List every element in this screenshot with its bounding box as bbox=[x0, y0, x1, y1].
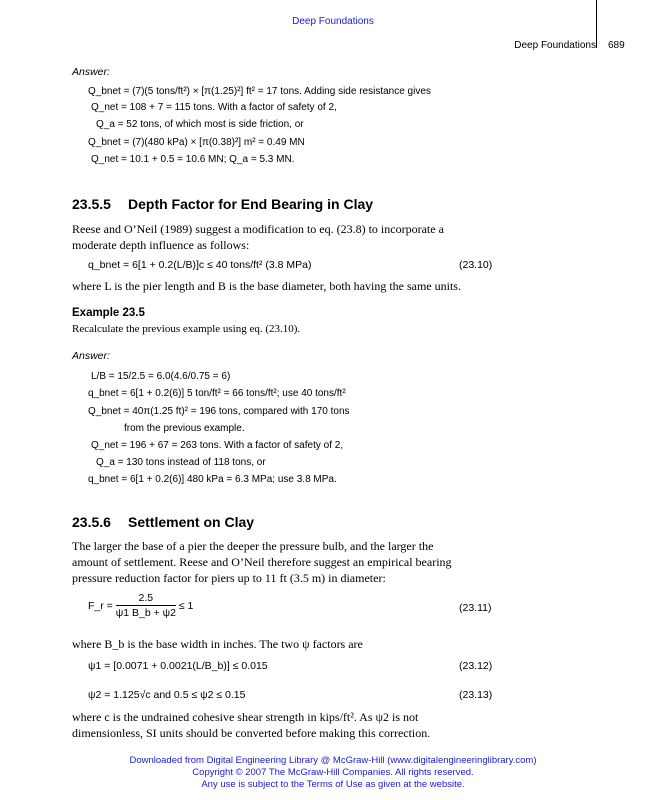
paragraph-line: moderate depth influence as follows: bbox=[72, 238, 250, 252]
equation-line: q_bnet = 6[1 + 0.2(6)] 480 kPa = 6.3 MPa; use 3.8 MPa. bbox=[88, 474, 337, 485]
section-number: 23.5.5 bbox=[72, 196, 111, 212]
equation-line: Q_bnet = (7)(480 kPa) × [π(0.38)²] m² = 0.49 MN bbox=[88, 137, 305, 148]
top-link[interactable]: Deep Foundations bbox=[292, 16, 374, 27]
paragraph: where B_b is the base width in inches. The two ψ factors are bbox=[72, 637, 363, 651]
footer-link[interactable]: Downloaded from Digital Engineering Library @ McGraw-Hill (www.digitalengineeringlibrary.com) bbox=[129, 755, 537, 766]
equation-number: (23.12) bbox=[459, 660, 493, 672]
equation-23-11 bbox=[88, 592, 193, 619]
fraction bbox=[116, 592, 176, 619]
paragraph-line: pressure reduction factor for piers up to 11 ft (3.5 m) in diameter: bbox=[72, 571, 386, 585]
paragraph-line: Reese and O’Neil (1989) suggest a modification to eq. (23.8) to incorporate a bbox=[72, 222, 444, 236]
paragraph-line: amount of settlement. Reese and O’Neil therefore suggest an empirical bearing bbox=[72, 555, 452, 569]
equation-23-10: q_bnet = 6[1 + 0.2(L/B)]c ≤ 40 tons/ft² (3.8 MPa) bbox=[88, 259, 312, 271]
running-head: Deep Foundations bbox=[514, 40, 596, 51]
paragraph-line: dimensionless, SI units should be converted before making this correction. bbox=[72, 726, 431, 740]
section-title: Depth Factor for End Bearing in Clay bbox=[128, 196, 374, 212]
paragraph bbox=[72, 538, 500, 586]
paragraph bbox=[72, 709, 500, 741]
footer-terms[interactable]: Any use is subject to the Terms of Use as given at the website. bbox=[201, 779, 465, 790]
equation-line: q_bnet = 6[1 + 0.2(6)] 5 ton/ft² = 66 tons/ft²; use 40 tons/ft² bbox=[88, 388, 346, 399]
equation-line: Q_bnet = (7)(5 tons/ft²) × [π(1.25)²] ft² = 17 tons. Adding side resistance gives bbox=[88, 86, 431, 97]
fraction-denominator: ψ1 B_b + ψ2 bbox=[115, 607, 176, 619]
example-text: Recalculate the previous example using eq. (23.10). bbox=[72, 323, 301, 335]
section-heading bbox=[72, 514, 254, 530]
equation-23-12: ψ1 = [0.0071 + 0.0021(L/B_b)] ≤ 0.015 bbox=[88, 660, 268, 672]
equation-line: Q_net = 108 + 7 = 115 tons. With a factor of safety of 2, bbox=[91, 102, 337, 113]
equation-line: Q_net = 10.1 + 0.5 = 10.6 MN; Q_a = 5.3 MN. bbox=[91, 154, 295, 165]
page-number: 689 bbox=[608, 40, 625, 51]
equation-line: Q_a = 52 tons, of which most is side friction, or bbox=[96, 119, 304, 130]
equation-23-13: ψ2 = 1.125√c and 0.5 ≤ ψ2 ≤ 0.15 bbox=[88, 689, 246, 701]
example-title: Example 23.5 bbox=[72, 307, 145, 319]
equation-line: Q_bnet = 40π(1.25 ft)² = 196 tons, compared with 170 tons bbox=[88, 406, 350, 417]
equation-line: Q_net = 196 + 67 = 263 tons. With a factor of safety of 2, bbox=[91, 440, 344, 451]
equation-number: (23.11) bbox=[459, 602, 492, 614]
equation-lhs: F_r = bbox=[88, 599, 113, 612]
fraction-numerator: 2.5 bbox=[116, 592, 176, 606]
section-heading bbox=[72, 196, 373, 212]
section-title: Settlement on Clay bbox=[128, 514, 255, 530]
equation-rhs: ≤ 1 bbox=[178, 599, 194, 612]
answer-label: Answer: bbox=[72, 350, 110, 362]
header-rule bbox=[596, 0, 597, 48]
footer-copyright: Copyright © 2007 The McGraw-Hill Companies. All rights reserved. bbox=[192, 767, 474, 778]
footer bbox=[0, 755, 666, 791]
answer-label: Answer: bbox=[72, 66, 110, 78]
equation-number: (23.10) bbox=[459, 259, 493, 271]
equation-line: Q_a = 130 tons instead of 118 tons, or bbox=[96, 457, 266, 468]
equation-line: L/B = 15/2.5 = 6.0(4.6/0.75 = 6) bbox=[91, 371, 231, 382]
paragraph-line: where c is the undrained cohesive shear strength in kips/ft². As ψ2 is not bbox=[72, 710, 419, 724]
equation-line: from the previous example. bbox=[124, 423, 245, 434]
section-number: 23.5.6 bbox=[72, 514, 111, 530]
paragraph-line: The larger the base of a pier the deeper the pressure bulb, and the larger the bbox=[72, 539, 434, 553]
paragraph: where L is the pier length and B is the base diameter, both having the same units. bbox=[72, 279, 461, 293]
equation-number: (23.13) bbox=[459, 689, 493, 701]
paragraph bbox=[72, 221, 500, 253]
